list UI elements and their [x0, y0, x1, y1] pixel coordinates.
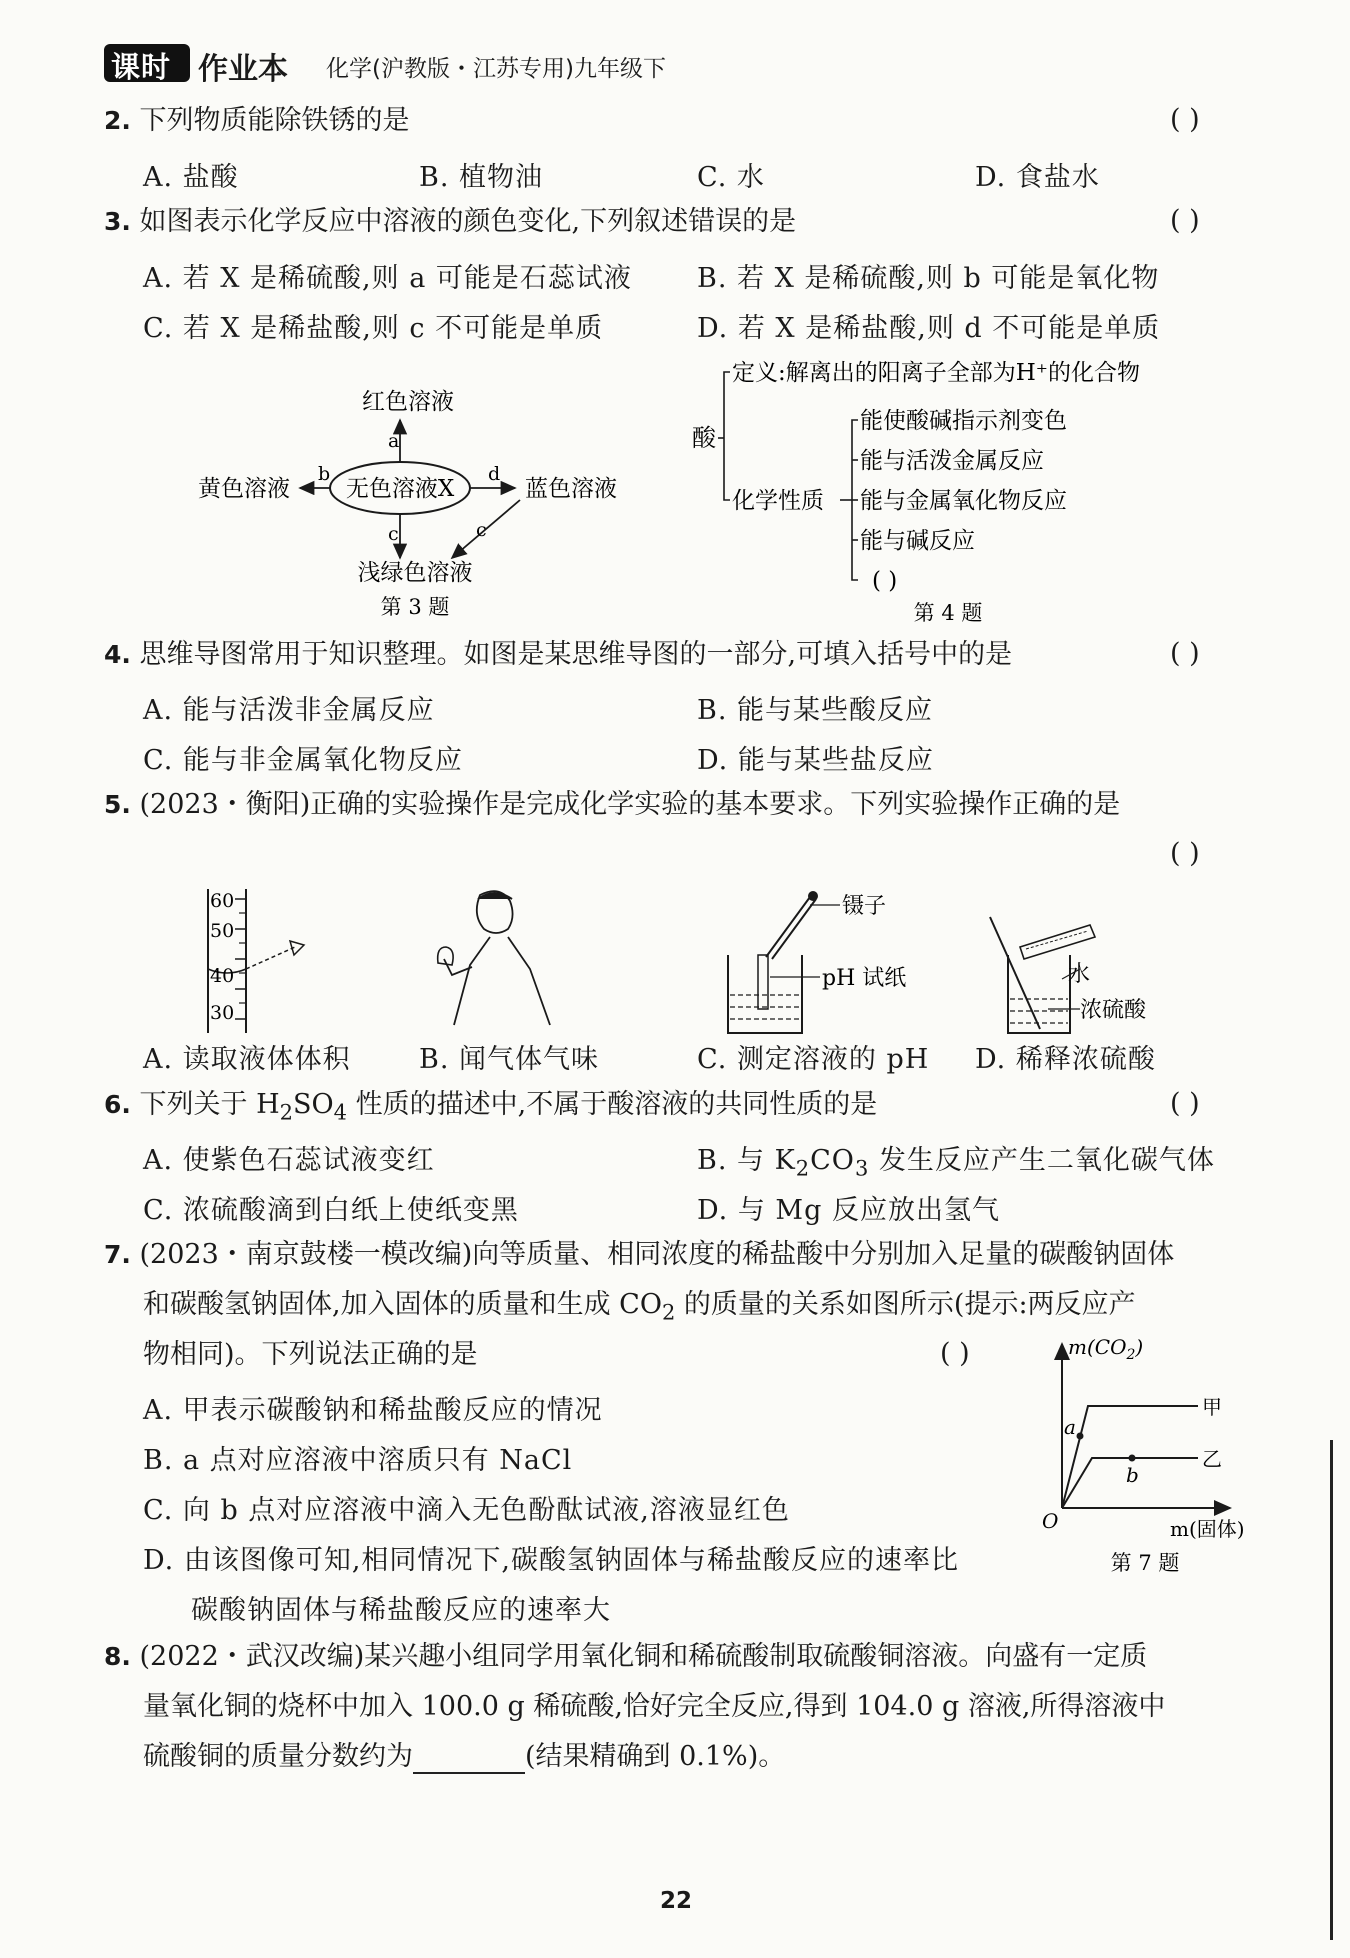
answer-paren-5: ( ) — [1170, 838, 1200, 869]
q4-caption: 第 4 题 — [913, 601, 983, 625]
q2-option-a: A. 盐酸 — [143, 162, 239, 193]
x-axis-label: m(固体) — [1170, 1517, 1245, 1541]
mindmap-item-1: 能使酸碱指示剂变色 — [860, 408, 1067, 434]
header-logo — [104, 44, 190, 82]
cylinder-tick-40: 40 — [210, 965, 235, 987]
question-7-line1: 7. (2023・南京鼓楼一模改编)向等质量、相同浓度的稀盐酸中分别加入足量的碳酸钠固体 — [104, 1239, 1175, 1270]
origin-label: O — [1042, 1509, 1059, 1533]
header-subject: 化学(沪教版・江苏专用)九年级下 — [326, 56, 666, 82]
center-label: 无色溶液X — [345, 476, 455, 502]
q7-option-a: A. 甲表示碳酸钠和稀盐酸反应的情况 — [143, 1395, 603, 1426]
q4-option-a: A. 能与活泼非金属反应 — [143, 695, 435, 726]
q6-option-d: D. 与 Mg 反应放出氢气 — [697, 1195, 1000, 1226]
q5-option-c: C. 测定溶液的 pH — [697, 1044, 930, 1075]
mindmap-item-4: 能与碱反应 — [860, 528, 975, 554]
question-7-line3: 物相同)。下列说法正确的是 — [143, 1339, 478, 1370]
q7-option-d-cont: 碳酸钠固体与稀盐酸反应的速率大 — [191, 1595, 611, 1626]
q4-mindmap — [680, 350, 1240, 630]
q3-option-d: D. 若 X 是稀盐酸,则 d 不可能是单质 — [697, 313, 1161, 344]
page-edge-line — [1330, 1440, 1333, 1940]
logo-text: 课时 — [111, 50, 172, 84]
cylinder-tick-50: 50 — [210, 920, 235, 942]
q3-option-b: B. 若 X 是稀硫酸,则 b 可能是氧化物 — [697, 263, 1160, 294]
header-series: 作业本 — [198, 52, 288, 87]
q2-option-b: B. 植物油 — [419, 162, 544, 193]
bottom-label: 浅绿色溶液 — [357, 560, 473, 586]
answer-blank[interactable] — [413, 1744, 525, 1774]
question-8-line3: 硫酸铜的质量分数约为 (结果精确到 0.1%)。 — [143, 1741, 786, 1772]
label-c-right: c — [476, 519, 487, 541]
label-a: a — [388, 430, 400, 452]
cylinder-tick-30: 30 — [210, 1002, 235, 1024]
q7-option-c: C. 向 b 点对应溶液中滴入无色酚酞试液,溶液显红色 — [143, 1495, 790, 1526]
series-yi-label: 乙 — [1202, 1447, 1222, 1471]
label-c-left: c — [388, 523, 399, 545]
q4-option-d: D. 能与某些盐反应 — [697, 745, 934, 776]
q7-option-b: B. a 点对应溶液中溶质只有 NaCl — [143, 1445, 573, 1476]
definition-text: 定义:解离出的阳离子全部为H⁺的化合物 — [732, 360, 1140, 386]
question-7-line2: 和碳酸氢钠固体,加入固体的质量和生成 $CO_2$ 的质量的关系如图所示(提示:两反应产 — [143, 1289, 1136, 1325]
question-8-line1: 8. (2022・武汉改编)某兴趣小组同学用氧化铜和稀硫酸制取硫酸铜溶液。向盛有一定质 — [104, 1641, 1148, 1672]
branch-label: 化学性质 — [732, 488, 824, 514]
q4-option-c: C. 能与非金属氧化物反应 — [143, 745, 463, 776]
point-b-label: b — [1126, 1463, 1139, 1487]
question-2: 2. 下列物质能除铁锈的是 — [104, 105, 410, 136]
label-b: b — [318, 463, 331, 485]
left-label: 黄色溶液 — [198, 476, 290, 502]
mindmap-item-3: 能与金属氧化物反应 — [860, 488, 1067, 514]
cylinder-tick-60: 60 — [210, 890, 235, 912]
q5-figures — [190, 885, 1210, 1035]
graduated-cylinder — [208, 889, 304, 1033]
q5-option-a: A. 读取液体体积 — [143, 1044, 351, 1075]
root-label: 酸 — [692, 424, 716, 452]
q5-option-d: D. 稀释浓硫酸 — [975, 1044, 1156, 1075]
q2-option-c: C. 水 — [697, 162, 765, 193]
answer-paren-4: ( ) — [1170, 638, 1200, 669]
q6-option-c: C. 浓硫酸滴到白纸上使纸变黑 — [143, 1195, 519, 1226]
q5-option-b: B. 闻气体气味 — [419, 1044, 600, 1075]
point-a-label: a — [1064, 1415, 1076, 1439]
answer-paren-6: ( ) — [1170, 1088, 1200, 1119]
q3-caption: 第 3 题 — [380, 595, 450, 619]
q6-option-a: A. 使紫色石蕊试液变红 — [143, 1145, 435, 1176]
top-label: 红色溶液 — [362, 389, 454, 415]
answer-paren-2: ( ) — [1170, 104, 1200, 135]
eye-icon — [290, 941, 304, 955]
series-jia-label: 甲 — [1202, 1395, 1222, 1419]
question-4: 4. 思维导图常用于知识整理。如图是某思维导图的一部分,可填入括号中的是 — [104, 639, 1013, 670]
label-d: d — [488, 463, 501, 485]
question-5: 5. (2023・衡阳)正确的实验操作是完成化学实验的基本要求。下列实验操作正确的是 — [104, 789, 1121, 820]
q7-option-d: D. 由该图像可知,相同情况下,碳酸氢钠固体与稀盐酸反应的速率比 — [143, 1545, 960, 1576]
q3-option-a: A. 若 X 是稀硫酸,则 a 可能是石蕊试液 — [143, 263, 632, 294]
water-label: 水 — [1068, 962, 1091, 987]
point-a — [1077, 1433, 1084, 1440]
q2-option-d: D. 食盐水 — [975, 162, 1100, 193]
mindmap-item-2: 能与活泼金属反应 — [860, 448, 1044, 474]
page-number: 22 — [660, 1888, 693, 1914]
q4-option-b: B. 能与某些酸反应 — [697, 695, 934, 726]
conc-acid-label: 浓硫酸 — [1080, 998, 1147, 1023]
q3-option-c: C. 若 X 是稀盐酸,则 c 不可能是单质 — [143, 313, 604, 344]
ph-test-setup — [728, 891, 906, 1033]
q6-option-b: B. 与 $K_2CO_3$ 发生反应产生二氧化碳气体 — [697, 1145, 1215, 1181]
point-b — [1129, 1455, 1136, 1462]
person-smelling-figure — [438, 891, 550, 1025]
y-axis-label: $m(CO_2)$ — [1068, 1335, 1144, 1363]
answer-paren-7: ( ) — [940, 1338, 970, 1369]
tweezers-label: 镊子 — [842, 894, 887, 919]
question-8-line2: 量氧化铜的烧杯中加入 100.0 g 稀硫酸,恰好完全反应,得到 104.0 g 溶液,所得溶液中 — [143, 1691, 1166, 1722]
q3-diagram — [190, 380, 650, 630]
mindmap-item-blank: ( ) — [872, 568, 898, 594]
answer-paren-3: ( ) — [1170, 205, 1200, 236]
q7-graph — [1030, 1330, 1270, 1590]
question-3: 3. 如图表示化学反应中溶液的颜色变化,下列叙述错误的是 — [104, 206, 797, 237]
right-label: 蓝色溶液 — [525, 476, 617, 502]
ph-paper-label: pH 试纸 — [822, 966, 907, 991]
q7-caption: 第 7 题 — [1110, 1551, 1180, 1575]
question-6: 6. 下列关于 $H_2SO_4$ 性质的描述中,不属于酸溶液的共同性质的是 — [104, 1089, 878, 1125]
